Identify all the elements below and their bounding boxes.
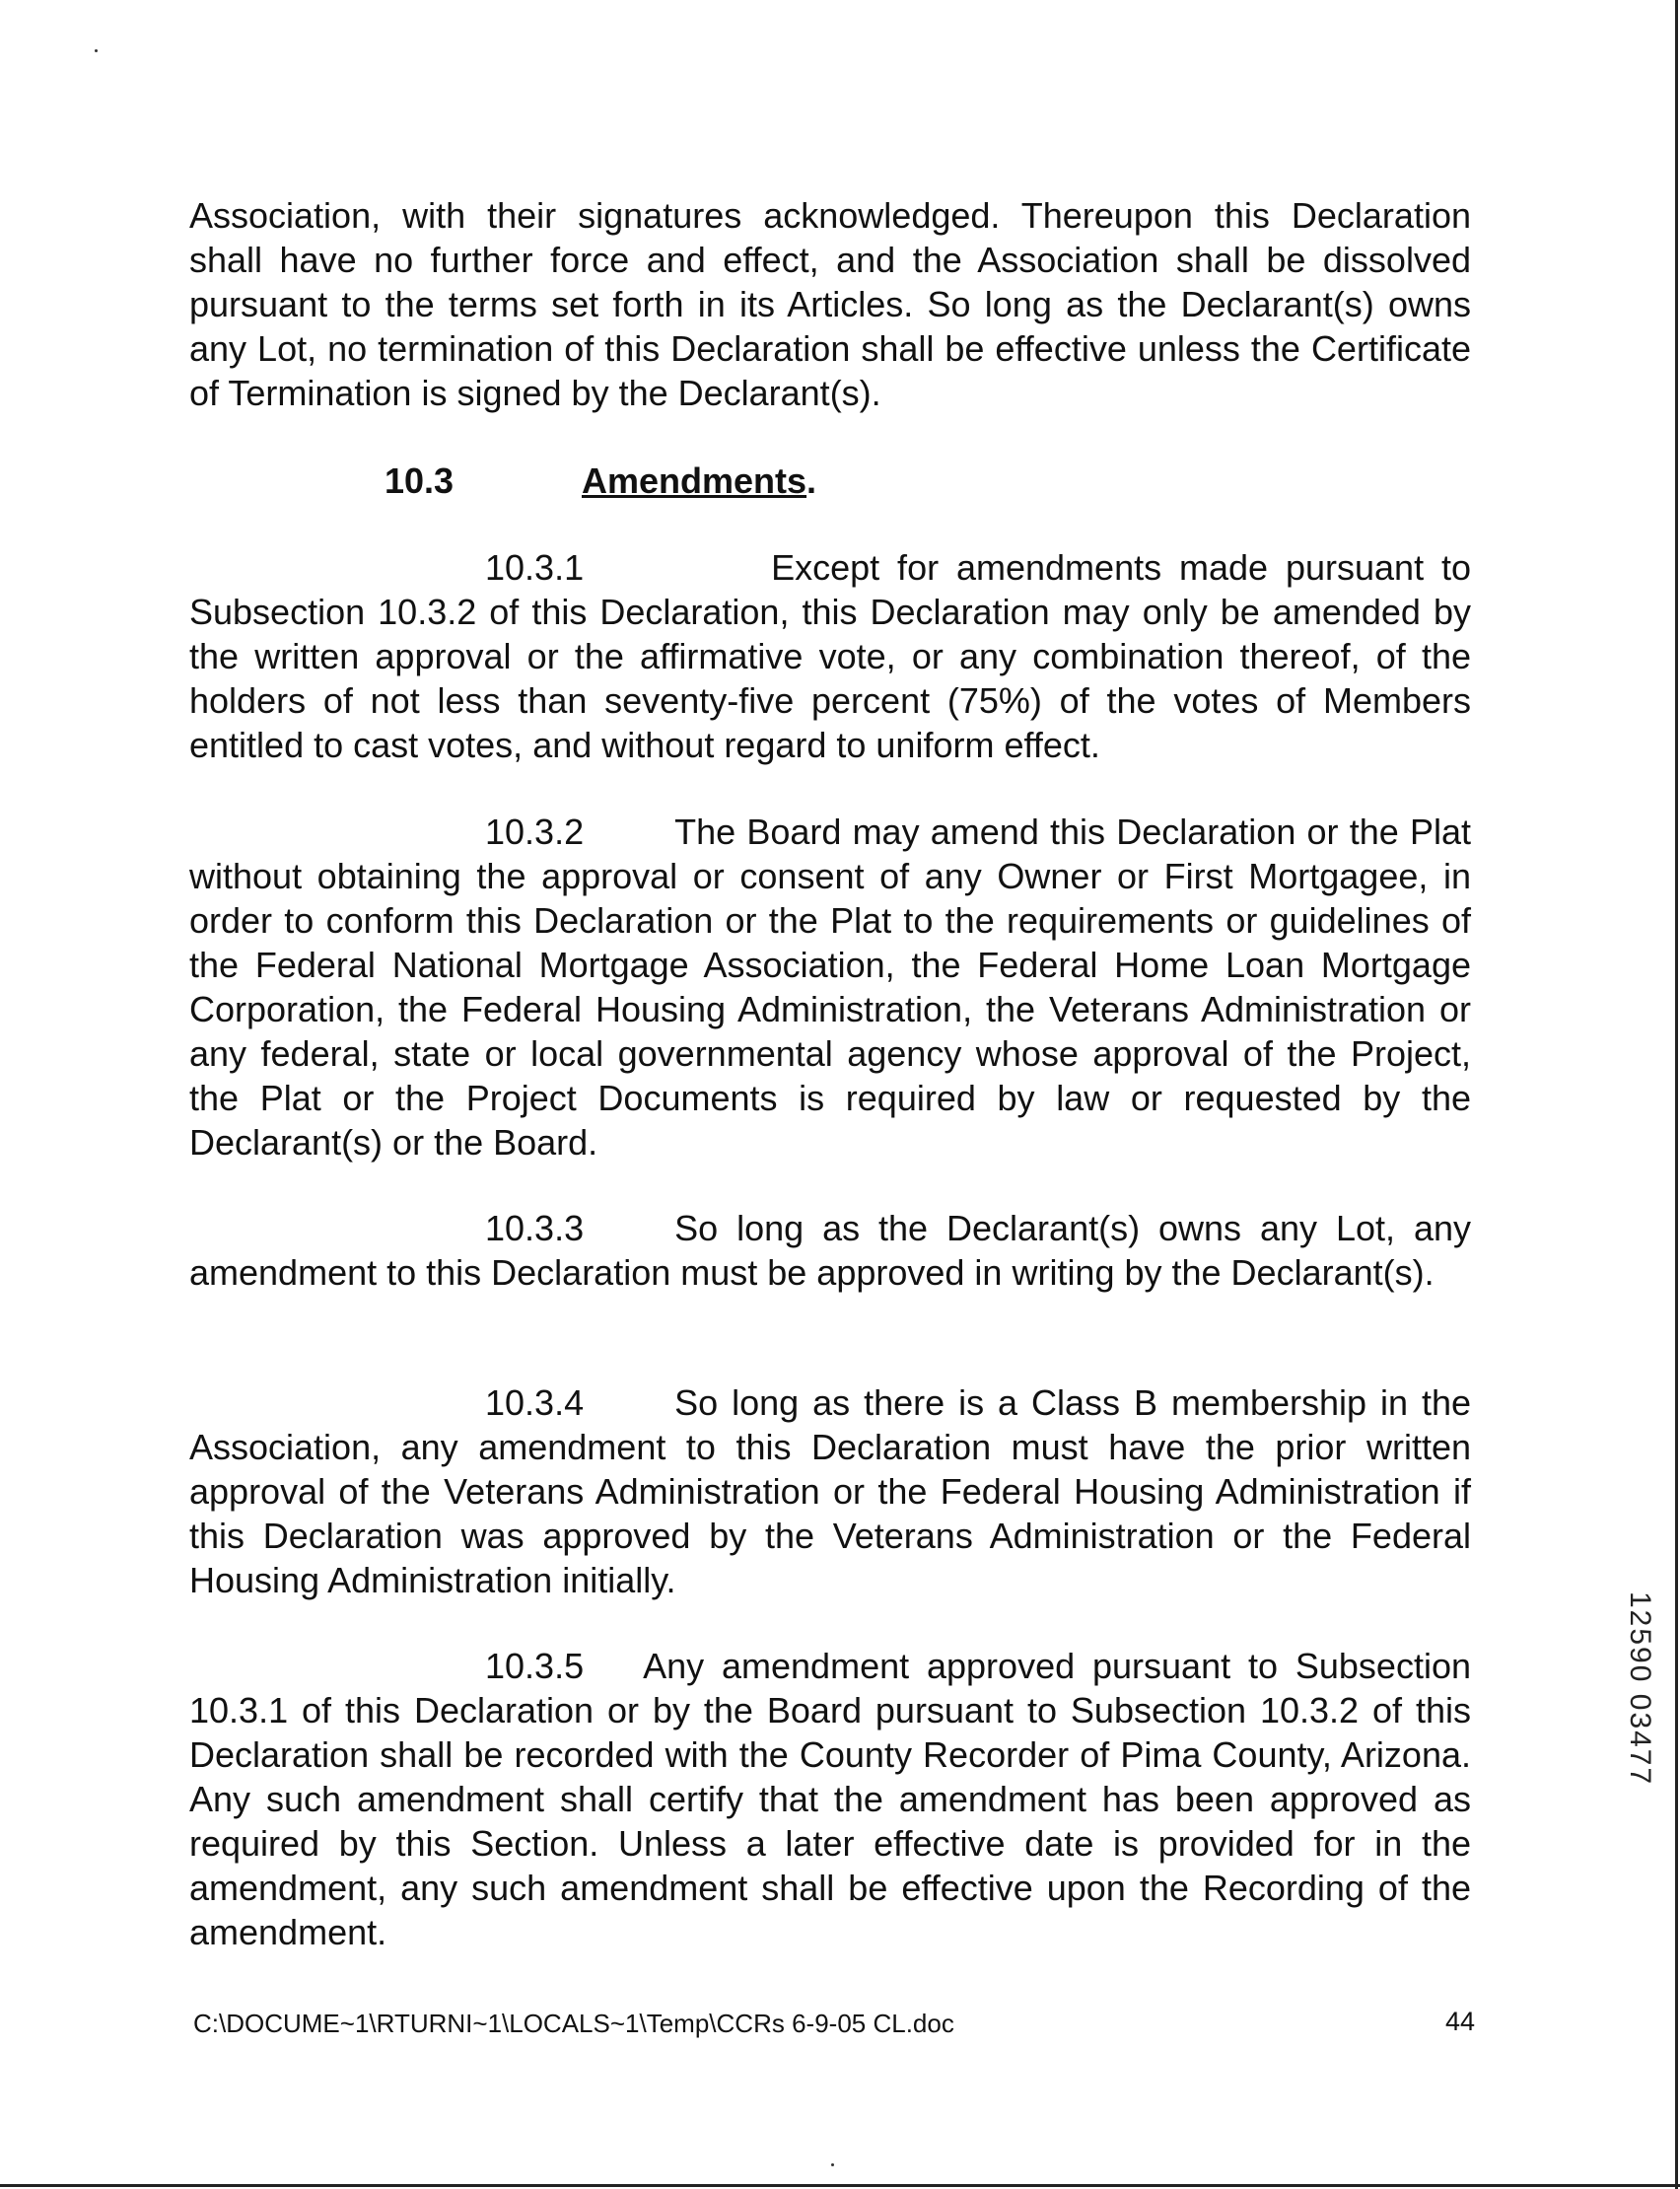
subsection-10-3-3	[189, 1206, 1471, 1295]
subsection-10-3-5	[189, 1644, 1471, 1954]
subsection-number: 10.3.2	[485, 812, 585, 852]
subsection-text: So long as the Declarant(s) owns any Lot, any amendment to this Declaration must be approved in writing by the Declarant(s).	[189, 1208, 1471, 1293]
subsection-text: The Board may amend this Declaration or the Plat without obtaining the approval or consent of any Owner or First Mortgagee, in order to conform this Declaration or the Plat to the requirements or guidelines of the Federal National Mortgage Association, the Federal Home Loan Mortgage Corporation, the Federal Housing Administration, the Veterans Administration or any federal, state or local governmental agency whose approval of the Project, the Plat or the Project Documents is required by law or requested by the Declarant(s) or the Board.	[189, 812, 1471, 1163]
scan-border-bottom	[0, 2184, 1680, 2187]
subsection-10-3-4	[189, 1380, 1471, 1602]
subsection-text: Except for amendments made pursuant to Subsection 10.3.2 of this Declaration, this Declaration may only be amended by the written approval or the affirmative vote, or any combination thereof, of the holders of not less than seventy-five percent (75%) of the votes of Members entitled to cast votes, and without regard to uniform effect.	[189, 547, 1471, 765]
subsection-number: 10.3.3	[485, 1208, 585, 1248]
footer-page-number: 44	[1445, 2007, 1476, 2036]
section-number: 10.3	[385, 460, 455, 501]
footer-file-path: C:\DOCUME~1\RTURNI~1\LOCALS~1\Temp\CCRs 6-9-05 CL.doc	[193, 2009, 954, 2038]
subsection-text: Any amendment approved pursuant to Subsection 10.3.1 of this Declaration or by the Board pursuant to Subsection 10.3.2 of this Declaration shall be recorded with the County Recorder of Pima County, Arizona. Any such amendment shall certify that the amendment has been approved as required by this Section. Unless a later effective date is provided for in the amendment, any such amendment shall be effective upon the Recording of the amendment.	[189, 1646, 1471, 1952]
subsection-10-3-2	[189, 810, 1471, 1165]
subsection-number: 10.3.1	[485, 547, 585, 588]
scan-speck	[95, 49, 98, 52]
subsection-number: 10.3.5	[485, 1646, 585, 1686]
subsection-text: So long as there is a Class B membership in the Association, any amendment to this Declaration must have the prior written approval of the Veterans Administration or the Federal Housing Administration if this Declaration was approved by the Veterans Administration or the Federal Housing Administration initially.	[189, 1382, 1471, 1600]
recording-stamp: 12590 03477	[1624, 1591, 1656, 1787]
subsection-10-3-1	[189, 545, 1471, 767]
subsection-number: 10.3.4	[485, 1382, 585, 1423]
intro-paragraph: Association, with their signatures acknowledged. Thereupon this Declaration shall have no further force and effect, and the Association shall be dissolved pursuant to the terms set forth in its Articles. So long as the Declarant(s) owns any Lot, no termination of this Declaration shall be effective unless the Certificate of Termination is signed by the Declarant(s).	[189, 195, 1471, 413]
scan-speck	[831, 2163, 834, 2166]
section-heading	[385, 459, 816, 503]
section-title-suffix: .	[806, 460, 817, 501]
scan-border-right	[1675, 0, 1678, 2189]
section-title: Amendments	[582, 460, 807, 501]
